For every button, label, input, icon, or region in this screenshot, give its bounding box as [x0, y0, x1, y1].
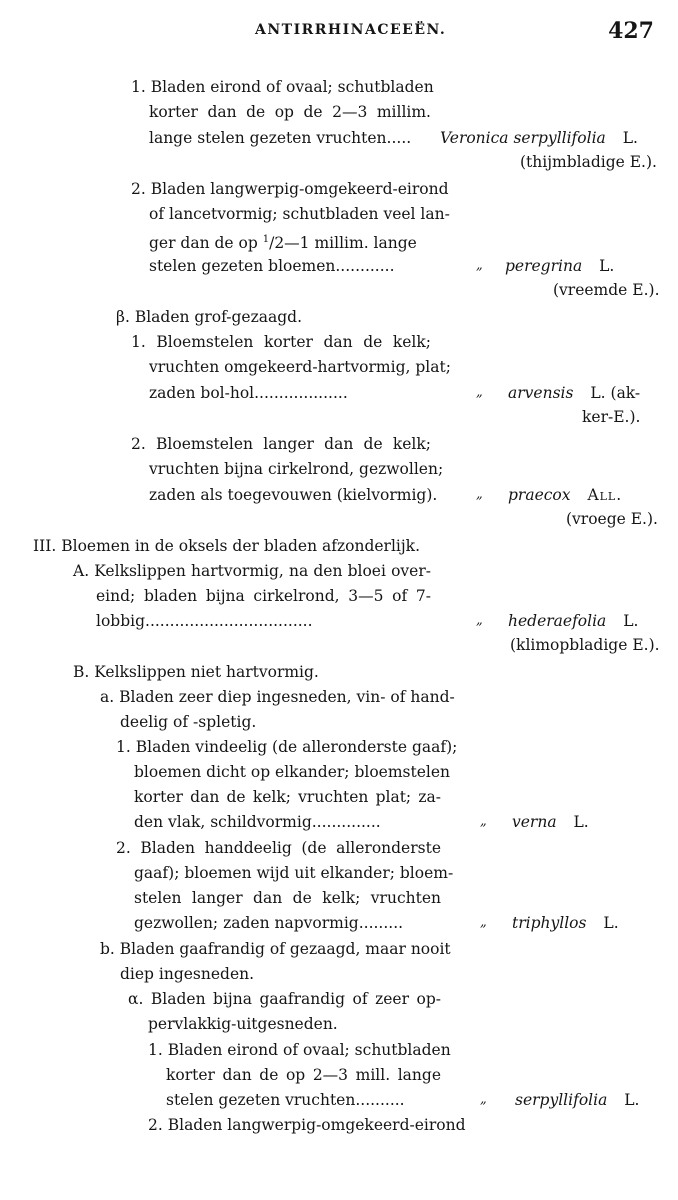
key-line: 1. Bloemstelen korter dan de kelk; [131, 333, 431, 351]
key-line: 2. Bladen langwerpig-omgekeerd-eirond [148, 1116, 466, 1134]
species-name [505, 256, 614, 276]
key-line: stelen gezeten vruchten.......... [166, 1091, 405, 1109]
key-line: korter dan de kelk; vruchten plat; za- [134, 788, 441, 806]
species-epithet: arvensis [508, 384, 574, 402]
ditto-mark: „ [476, 258, 483, 273]
ditto-mark: „ [476, 613, 483, 628]
species-name [512, 913, 619, 933]
species-name [515, 1090, 639, 1110]
key-line: a. Bladen zeer diep ingesneden, vin- of hand- [100, 688, 455, 706]
key-line: 1. Bladen vindeelig (de alleronderste gaaf); [116, 738, 458, 756]
species-author: All. [587, 486, 623, 504]
key-line: stelen langer dan de kelk; vruchten [134, 889, 441, 907]
species-author: L. [624, 1091, 640, 1109]
species-epithet: triphyllos [512, 914, 587, 932]
species-name [512, 812, 589, 832]
species-name [508, 611, 638, 631]
key-line: β. Bladen grof-gezaagd. [116, 308, 303, 326]
key-line: korter dan de op de 2—3 millim. [149, 103, 431, 121]
species-author: L. (ak- [590, 384, 641, 402]
species-author: L. [603, 914, 619, 932]
header-title: ANTIRRHINACEEËN. [255, 22, 447, 38]
ditto-mark: „ [480, 814, 487, 829]
key-line: diep ingesneden. [120, 965, 255, 983]
ditto-mark: „ [476, 487, 483, 502]
key-line: lange stelen gezeten vruchten..... [149, 129, 412, 147]
key-line: zaden bol-hol................... [149, 384, 348, 402]
key-line: gaaf); bloemen wijd uit elkander; bloem- [134, 864, 454, 882]
common-name: ker-E.). [582, 408, 641, 426]
common-name: (klimopbladige E.). [510, 636, 660, 654]
species-author: L. [623, 612, 639, 630]
key-line: eind; bladen bijna cirkelrond, 3—5 of 7- [96, 587, 431, 605]
key-line: α. Bladen bijna gaafrandig of zeer op- [128, 990, 441, 1008]
key-line: zaden als toegevouwen (kielvormig). [149, 486, 438, 504]
key-line: vruchten omgekeerd-hartvormig, plat; [149, 358, 451, 376]
key-line: pervlakkig-uitgesneden. [148, 1015, 338, 1033]
key-line: korter dan de op 2—3 mill. lange [166, 1066, 441, 1084]
species-author: L. [573, 813, 589, 831]
superscript: 1 [262, 234, 270, 245]
key-line: bloemen dicht op elkander; bloemstelen [134, 763, 450, 781]
key-line: 1. Bladen eirond of ovaal; schutbladen [131, 78, 434, 96]
key-line [149, 230, 431, 253]
key-line: 2. Bladen langwerpig-omgekeerd-eirond [131, 180, 449, 198]
key-line: 2. Bloemstelen langer dan de kelk; [131, 435, 431, 453]
species-name [440, 128, 638, 148]
common-name: (vroege E.). [566, 510, 658, 528]
line-part: /2—1 millim. lange [269, 234, 417, 253]
key-line: 1. Bladen eirond of ovaal; schutbladen [148, 1041, 451, 1059]
line-part: ger dan de op [149, 234, 263, 253]
key-line: b. Bladen gaafrandig of gezaagd, maar nooit [100, 940, 451, 958]
species-name [508, 485, 622, 505]
key-line: A. Kelkslippen hartvormig, na den bloei over- [73, 562, 431, 580]
species-epithet: praecox [508, 486, 571, 504]
species-epithet: verna [512, 813, 557, 831]
key-line: deelig of -spletig. [120, 713, 257, 731]
species-author: L. [622, 129, 638, 147]
ditto-mark: „ [480, 1092, 487, 1107]
species-epithet: Veronica serpyllifolia [440, 129, 606, 147]
key-line: 2. Bladen handdeelig (de alleronderste [116, 839, 441, 857]
common-name: (thijmbladige E.). [520, 153, 657, 171]
species-name [508, 383, 640, 403]
key-line: stelen gezeten bloemen............ [149, 257, 395, 275]
species-epithet: peregrina [505, 257, 583, 275]
common-name: (vreemde E.). [553, 281, 660, 299]
key-line: lobbig.................................. [96, 612, 313, 630]
key-line: vruchten bijna cirkelrond, gezwollen; [149, 460, 444, 478]
ditto-mark: „ [480, 915, 487, 930]
key-line: of lancetvormig; schutbladen veel lan- [149, 205, 450, 223]
species-epithet: hederaefolia [508, 612, 607, 630]
species-epithet: serpyllifolia [515, 1091, 608, 1109]
ditto-mark: „ [476, 385, 483, 400]
page-number: 427 [608, 18, 654, 44]
key-line: gezwollen; zaden napvormig......... [134, 914, 404, 932]
species-author: L. [599, 257, 615, 275]
key-line: B. Kelkslippen niet hartvormig. [73, 663, 319, 681]
key-line: den vlak, schildvormig.............. [134, 813, 381, 831]
key-line: III. Bloemen in de oksels der bladen afzonderlijk. [33, 537, 420, 555]
